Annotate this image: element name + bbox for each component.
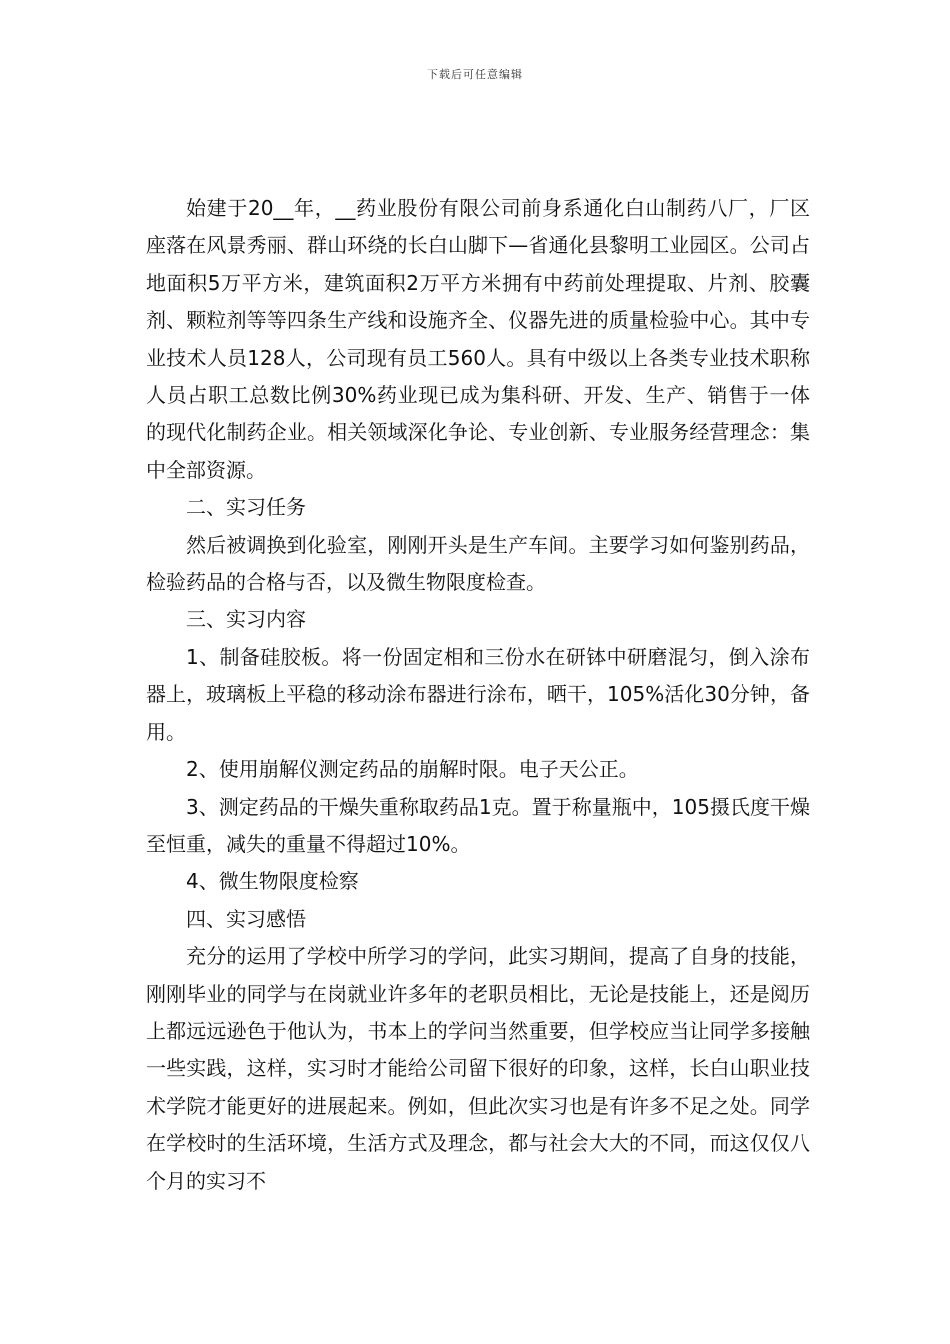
paragraph-content-item-3: 3、测定药品的干燥失重称取药品1克。置于称量瓶中，105摄氏度干燥至恒重，减失的重量不得超过10%。 [146,794,810,856]
paragraph-company-intro: 始建于20__年，__药业股份有限公司前身系通化白山制药八厂，厂区座落在风景秀丽、群山环绕的长白山脚下—省通化县黎明工业园区。公司占地面积5万平方米，建筑面积2万平方米拥有中药前处理提取、片剂、胶囊剂、颗粒剂等等四条生产线和设施齐全、仪器先进的质量检验中心。其中专业技术人员128人，公司现有员工560人。具有中级以上各类专业技术职称人员占职工总数比例30%药业现已成为集科研、开发、生产、销售于一体的现代化制药企业。相关领域深化争论、专业创新、专业服务经营理念：集中全部资源。 [146,196,810,482]
paragraph-content-item-1: 1、制备硅胶板。将一份固定相和三份水在研钵中研磨混匀，倒入涂布器上，玻璃板上平稳的移动涂布器进行涂布，晒干，105%活化30分钟，备用。 [146,644,810,744]
page-header-note: 下载后可任意编辑 [427,68,523,81]
paragraph-content-item-2: 2、使用崩解仪测定药品的崩解时限。电子天公正。 [186,757,639,782]
paragraph-internship-reflection: 充分的运用了学校中所学习的学问，此实习期间，提高了自身的技能，刚刚毕业的同学与在岗就业许多年的老职员相比，无论是技能上，还是阅历上都远远逊色于他认为，书本上的学问当然重要，但学校应当让同学多接触一些实践，这样，实习时才能给公司留下很好的印象，这样，长白山职业技术学院才能更好的进展起来。例如，但此次实习也是有许多不足之处。同学在学校时的生活环境，生活方式及理念，都与社会大大的不同，而这仅仅八个月的实习不 [146,944,810,1193]
heading-internship-content: 三、实习内容 [186,607,306,632]
paragraph-content-item-4: 4、微生物限度检察 [186,869,359,894]
paragraph-internship-task: 然后被调换到化验室，刚刚开头是生产车间。主要学习如何鉴别药品，检验药品的合格与否，以及微生物限度检查。 [146,532,810,595]
heading-internship-task: 二、实习任务 [186,495,306,520]
heading-internship-reflection: 四、实习感悟 [186,906,306,931]
document-body [146,190,810,1200]
